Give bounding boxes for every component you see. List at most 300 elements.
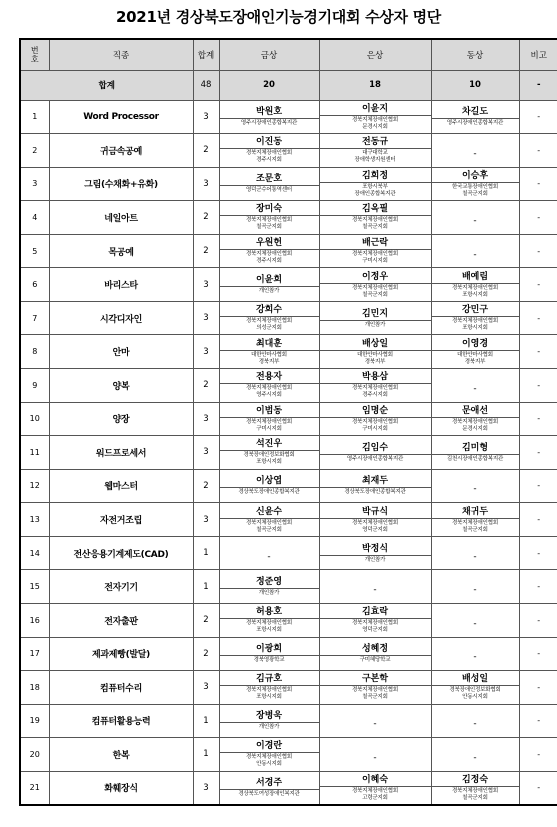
gold-winner-name: 장미숙 bbox=[220, 203, 319, 216]
affiliation-line: 경북지부 bbox=[464, 358, 486, 365]
event-name: 전자출판 bbox=[49, 603, 193, 637]
affiliation-line: 경북지체장애인협회 bbox=[351, 519, 399, 526]
affiliation-line: 경북지체장애인협회 bbox=[451, 318, 499, 325]
empty-mark: - bbox=[373, 752, 377, 763]
bronze-winner-name: 이승후 bbox=[432, 170, 519, 183]
bronze-winner-affiliation bbox=[432, 519, 519, 534]
table-row bbox=[20, 301, 557, 335]
bronze-award-cell bbox=[431, 503, 519, 537]
event-name: Word Processor bbox=[49, 100, 193, 134]
award-count: 3 bbox=[193, 167, 219, 201]
bronze-winner-affiliation bbox=[432, 284, 519, 299]
award-count: 2 bbox=[193, 603, 219, 637]
bronze-award-cell bbox=[431, 738, 519, 772]
bronze-winner-name: 채귀두 bbox=[432, 506, 519, 519]
empty-mark: - bbox=[473, 383, 477, 394]
silver-award-cell bbox=[319, 301, 431, 335]
silver-winner-affiliation bbox=[320, 455, 431, 463]
affiliation-line: 영주시장애인종합복지관 bbox=[446, 120, 504, 127]
bronze-award-cell bbox=[431, 671, 519, 705]
silver-award-cell bbox=[319, 100, 431, 134]
gold-winner-affiliation bbox=[220, 488, 319, 496]
silver-winner-affiliation bbox=[320, 321, 431, 329]
table-row bbox=[20, 134, 557, 168]
award-count: 2 bbox=[193, 369, 219, 403]
affiliation-line: 경북지체장애인협회 bbox=[245, 519, 293, 526]
gold-winner-name: 이윤희 bbox=[220, 274, 319, 287]
event-name: 귀금속공예 bbox=[49, 134, 193, 168]
note-cell: - bbox=[519, 503, 557, 537]
event-name: 화훼장식 bbox=[49, 771, 193, 805]
bronze-award-cell bbox=[431, 369, 519, 403]
note-cell: - bbox=[519, 771, 557, 805]
event-name: 양장 bbox=[49, 402, 193, 436]
affiliation-line: 경상북도여성장애인복지관 bbox=[238, 791, 300, 798]
silver-winner-affiliation bbox=[320, 250, 431, 265]
event-name: 그림(수채화+유화) bbox=[49, 167, 193, 201]
gold-award-cell bbox=[219, 503, 319, 537]
silver-winner-name: 이윤지 bbox=[320, 103, 431, 116]
silver-winner-name: 김옥필 bbox=[320, 203, 431, 216]
empty-mark: - bbox=[473, 752, 477, 763]
affiliation-line: 경북지체장애인협회 bbox=[351, 217, 399, 224]
affiliation-line: 경북영광학교 bbox=[253, 657, 285, 664]
gold-winner-name: 이진동 bbox=[220, 136, 319, 149]
note-cell: - bbox=[519, 100, 557, 134]
affiliation-line: 개인참가 bbox=[364, 556, 386, 563]
affiliation-line: 경북지체장애인협회 bbox=[351, 284, 399, 291]
gold-award-cell bbox=[219, 335, 319, 369]
totals-label: 합계 bbox=[20, 70, 193, 100]
affiliation-line: 대한안마사협회 bbox=[457, 351, 493, 358]
gold-winner-affiliation bbox=[220, 317, 319, 332]
gold-award-cell bbox=[219, 268, 319, 302]
affiliation-line: 경북지체장애인협회 bbox=[245, 754, 293, 761]
award-count: 2 bbox=[193, 469, 219, 503]
silver-award-cell bbox=[319, 704, 431, 738]
event-name: 전산응용기계제도(CAD) bbox=[49, 536, 193, 570]
bronze-award-cell bbox=[431, 536, 519, 570]
bronze-award-cell bbox=[431, 771, 519, 805]
table-row bbox=[20, 100, 557, 134]
gold-winner-name: 이범동 bbox=[220, 405, 319, 418]
affiliation-line: 경주시지회 bbox=[256, 258, 282, 265]
empty-mark: - bbox=[373, 585, 377, 596]
silver-winner-name: 김희정 bbox=[320, 170, 431, 183]
note-cell: - bbox=[519, 637, 557, 671]
table-row bbox=[20, 704, 557, 738]
table-row bbox=[20, 671, 557, 705]
gold-winner-affiliation bbox=[220, 186, 319, 194]
affiliation-line: 칠곡군지회 bbox=[256, 224, 282, 231]
gold-winner-name: 허용호 bbox=[220, 606, 319, 619]
gold-winner-affiliation bbox=[220, 723, 319, 731]
row-number: 5 bbox=[20, 234, 49, 268]
bronze-winner-name: 강민구 bbox=[432, 304, 519, 317]
header-no bbox=[20, 39, 49, 70]
affiliation-line: 경북지체장애인협회 bbox=[451, 787, 499, 794]
note-cell: - bbox=[519, 536, 557, 570]
silver-winner-affiliation bbox=[320, 787, 431, 802]
gold-winner-affiliation bbox=[220, 686, 319, 701]
silver-award-cell bbox=[319, 469, 431, 503]
silver-award-cell bbox=[319, 234, 431, 268]
silver-winner-name: 임명순 bbox=[320, 405, 431, 418]
affiliation-line: 장애학생지원센터 bbox=[354, 157, 396, 164]
silver-winner-affiliation bbox=[320, 149, 431, 164]
affiliation-line: 문경시지회 bbox=[362, 123, 388, 130]
table-row bbox=[20, 603, 557, 637]
note-cell: - bbox=[519, 268, 557, 302]
event-name: 컴퓨터활용능력 bbox=[49, 704, 193, 738]
affiliation-line: 경북지부 bbox=[364, 358, 386, 365]
empty-mark: - bbox=[473, 618, 477, 629]
table-row bbox=[20, 268, 557, 302]
silver-award-cell bbox=[319, 536, 431, 570]
table-row bbox=[20, 167, 557, 201]
affiliation-line: 한국교통장애인협회 bbox=[451, 183, 499, 190]
row-number: 10 bbox=[20, 402, 49, 436]
affiliation-line: 칠곡군지회 bbox=[462, 526, 488, 533]
silver-winner-affiliation bbox=[320, 284, 431, 299]
silver-winner-affiliation bbox=[320, 116, 431, 131]
silver-winner-name: 김민지 bbox=[320, 308, 431, 321]
silver-winner-affiliation bbox=[320, 619, 431, 634]
gold-winner-affiliation bbox=[220, 149, 319, 164]
award-count: 3 bbox=[193, 436, 219, 470]
table-row bbox=[20, 771, 557, 805]
empty-mark: - bbox=[473, 484, 477, 495]
event-name: 한복 bbox=[49, 738, 193, 772]
empty-mark: - bbox=[473, 249, 477, 260]
silver-award-cell bbox=[319, 503, 431, 537]
affiliation-line: 경주시지회 bbox=[256, 157, 282, 164]
award-count: 3 bbox=[193, 503, 219, 537]
totals-bronze: 10 bbox=[431, 70, 519, 100]
table-row bbox=[20, 369, 557, 403]
silver-award-cell bbox=[319, 167, 431, 201]
header-no-bottom: 호 bbox=[30, 54, 39, 64]
award-count: 3 bbox=[193, 268, 219, 302]
silver-winner-affiliation bbox=[320, 656, 431, 664]
row-number: 16 bbox=[20, 603, 49, 637]
bronze-winner-name: 김정숙 bbox=[432, 774, 519, 787]
event-name: 양복 bbox=[49, 369, 193, 403]
totals-silver: 18 bbox=[319, 70, 431, 100]
event-name: 워드프로세서 bbox=[49, 436, 193, 470]
bronze-award-cell bbox=[431, 234, 519, 268]
row-number: 11 bbox=[20, 436, 49, 470]
affiliation-line: 개인참가 bbox=[258, 590, 280, 597]
affiliation-line: 경상북도장애인종합복지관 bbox=[344, 489, 406, 496]
gold-award-cell bbox=[219, 100, 319, 134]
gold-award-cell bbox=[219, 570, 319, 604]
silver-award-cell bbox=[319, 570, 431, 604]
bronze-winner-affiliation bbox=[432, 418, 519, 433]
event-name: 웹마스터 bbox=[49, 469, 193, 503]
awards-table bbox=[19, 38, 557, 806]
bronze-award-cell bbox=[431, 603, 519, 637]
header-row bbox=[20, 39, 557, 70]
gold-award-cell bbox=[219, 369, 319, 403]
bronze-winner-name: 문애선 bbox=[432, 405, 519, 418]
silver-winner-affiliation bbox=[320, 556, 431, 564]
affiliation-line: 개인참가 bbox=[258, 724, 280, 731]
empty-mark: - bbox=[473, 551, 477, 562]
gold-winner-name: 서경주 bbox=[220, 777, 319, 790]
gold-award-cell bbox=[219, 603, 319, 637]
affiliation-line: 포항시지회 bbox=[256, 627, 282, 634]
gold-winner-affiliation bbox=[220, 216, 319, 231]
affiliation-line: 구미시지회 bbox=[362, 425, 388, 432]
affiliation-line: 경북지체장애인협회 bbox=[245, 620, 293, 627]
affiliation-line: 경북지체장애인협회 bbox=[451, 284, 499, 291]
note-cell: - bbox=[519, 436, 557, 470]
award-count: 3 bbox=[193, 100, 219, 134]
header-event: 직종 bbox=[49, 39, 193, 70]
header-silver: 은상 bbox=[319, 39, 431, 70]
award-count: 1 bbox=[193, 738, 219, 772]
silver-award-cell bbox=[319, 335, 431, 369]
event-name: 제과제빵(발달) bbox=[49, 637, 193, 671]
bronze-award-cell bbox=[431, 100, 519, 134]
totals-count: 48 bbox=[193, 70, 219, 100]
header-no-top: 번 bbox=[30, 45, 39, 55]
bronze-award-cell bbox=[431, 704, 519, 738]
gold-winner-name: 전용자 bbox=[220, 371, 319, 384]
row-number: 20 bbox=[20, 738, 49, 772]
award-count: 3 bbox=[193, 335, 219, 369]
silver-winner-name: 김효락 bbox=[320, 606, 431, 619]
affiliation-line: 경북지체장애인협회 bbox=[245, 687, 293, 694]
row-number: 19 bbox=[20, 704, 49, 738]
affiliation-line: 포항시북부 bbox=[362, 183, 388, 190]
gold-winner-affiliation bbox=[220, 519, 319, 534]
empty-mark: - bbox=[473, 215, 477, 226]
row-number: 13 bbox=[20, 503, 49, 537]
affiliation-line: 칠곡군지회 bbox=[462, 190, 488, 197]
silver-award-cell bbox=[319, 738, 431, 772]
gold-award-cell bbox=[219, 201, 319, 235]
gold-winner-affiliation bbox=[220, 287, 319, 295]
gold-award-cell bbox=[219, 536, 319, 570]
header-gold: 금상 bbox=[219, 39, 319, 70]
affiliation-line: 칠곡군지회 bbox=[256, 526, 282, 533]
bronze-winner-affiliation bbox=[432, 183, 519, 198]
bronze-winner-affiliation bbox=[432, 455, 519, 463]
gold-winner-name: 조문호 bbox=[220, 173, 319, 186]
affiliation-line: 경상북도장애인종합복지관 bbox=[238, 489, 300, 496]
affiliation-line: 경북지체장애인협회 bbox=[351, 385, 399, 392]
award-count: 2 bbox=[193, 201, 219, 235]
gold-award-cell bbox=[219, 167, 319, 201]
row-number: 17 bbox=[20, 637, 49, 671]
table-row bbox=[20, 436, 557, 470]
empty-mark: - bbox=[473, 719, 477, 730]
silver-award-cell bbox=[319, 771, 431, 805]
bronze-winner-affiliation bbox=[432, 686, 519, 701]
note-cell: - bbox=[519, 603, 557, 637]
row-number: 18 bbox=[20, 671, 49, 705]
note-cell: - bbox=[519, 167, 557, 201]
silver-winner-name: 이정우 bbox=[320, 271, 431, 284]
affiliation-line: 경북지체장애인협회 bbox=[351, 787, 399, 794]
affiliation-line: 구미혜당학교 bbox=[359, 657, 391, 664]
award-count: 2 bbox=[193, 637, 219, 671]
bronze-winner-name: 배예림 bbox=[432, 271, 519, 284]
gold-winner-affiliation bbox=[220, 619, 319, 634]
affiliation-line: 영덕군지회 bbox=[362, 526, 388, 533]
bronze-winner-name: 이영경 bbox=[432, 338, 519, 351]
gold-winner-affiliation bbox=[220, 119, 319, 127]
event-name: 전자기기 bbox=[49, 570, 193, 604]
table-row bbox=[20, 469, 557, 503]
affiliation-line: 칠곡군지회 bbox=[362, 291, 388, 298]
row-number: 3 bbox=[20, 167, 49, 201]
table-row bbox=[20, 234, 557, 268]
silver-winner-name: 최재두 bbox=[320, 475, 431, 488]
table-row bbox=[20, 738, 557, 772]
row-number: 6 bbox=[20, 268, 49, 302]
gold-winner-affiliation bbox=[220, 589, 319, 597]
silver-award-cell bbox=[319, 201, 431, 235]
silver-award-cell bbox=[319, 436, 431, 470]
table-row bbox=[20, 201, 557, 235]
bronze-winner-name: 차길도 bbox=[432, 106, 519, 119]
empty-mark: - bbox=[373, 719, 377, 730]
row-number: 9 bbox=[20, 369, 49, 403]
silver-winner-affiliation bbox=[320, 418, 431, 433]
affiliation-line: 경북지체장애인협회 bbox=[245, 217, 293, 224]
silver-winner-affiliation bbox=[320, 351, 431, 366]
affiliation-line: 포항시지회 bbox=[462, 325, 488, 332]
affiliation-line: 칠곡군지회 bbox=[362, 694, 388, 701]
affiliation-line: 경북지체장애인협회 bbox=[451, 519, 499, 526]
award-count: 1 bbox=[193, 536, 219, 570]
affiliation-line: 장애인종합복지관 bbox=[354, 190, 396, 197]
page-title: 2021년 경상북도장애인기능경기대회 수상자 명단 bbox=[116, 8, 441, 26]
gold-winner-name: 최대훈 bbox=[220, 338, 319, 351]
bronze-award-cell bbox=[431, 301, 519, 335]
bronze-award-cell bbox=[431, 201, 519, 235]
gold-winner-name: 이상엽 bbox=[220, 475, 319, 488]
gold-winner-name: 신윤수 bbox=[220, 506, 319, 519]
table-row bbox=[20, 570, 557, 604]
affiliation-line: 영주시장애인종합복지관 bbox=[240, 120, 298, 127]
gold-award-cell bbox=[219, 469, 319, 503]
bronze-winner-affiliation bbox=[432, 317, 519, 332]
totals-row bbox=[20, 70, 557, 100]
affiliation-line: 고령군지회 bbox=[362, 794, 388, 801]
note-cell: - bbox=[519, 671, 557, 705]
affiliation-line: 안동시지회 bbox=[462, 694, 488, 701]
affiliation-line: 경북지체장애인협회 bbox=[245, 150, 293, 157]
affiliation-line: 대구대학교 bbox=[362, 150, 388, 157]
bronze-winner-affiliation bbox=[432, 787, 519, 802]
affiliation-line: 경북지체장애인협회 bbox=[351, 620, 399, 627]
note-cell: - bbox=[519, 704, 557, 738]
affiliation-line: 영덕군지회 bbox=[362, 627, 388, 634]
affiliation-line: 경북지체장애인협회 bbox=[351, 251, 399, 258]
bronze-award-cell bbox=[431, 335, 519, 369]
empty-mark: - bbox=[473, 585, 477, 596]
gold-winner-affiliation bbox=[220, 250, 319, 265]
silver-award-cell bbox=[319, 603, 431, 637]
event-name: 자전거조립 bbox=[49, 503, 193, 537]
gold-winner-name: 장병욱 bbox=[220, 710, 319, 723]
affiliation-line: 경북지체장애인협회 bbox=[351, 687, 399, 694]
gold-award-cell bbox=[219, 771, 319, 805]
affiliation-line: 경북지체장애인협회 bbox=[245, 385, 293, 392]
note-cell: - bbox=[519, 234, 557, 268]
affiliation-line: 포항시지회 bbox=[256, 694, 282, 701]
award-count: 1 bbox=[193, 704, 219, 738]
note-cell: - bbox=[519, 201, 557, 235]
award-count: 3 bbox=[193, 301, 219, 335]
event-name: 네일아트 bbox=[49, 201, 193, 235]
row-number: 15 bbox=[20, 570, 49, 604]
affiliation-line: 구미시지회 bbox=[256, 425, 282, 432]
gold-winner-affiliation bbox=[220, 418, 319, 433]
award-count: 1 bbox=[193, 570, 219, 604]
bronze-award-cell bbox=[431, 570, 519, 604]
affiliation-line: 경북지부 bbox=[258, 358, 280, 365]
affiliation-line: 경북지체장애인협회 bbox=[245, 318, 293, 325]
gold-winner-name: 김규호 bbox=[220, 673, 319, 686]
table-row bbox=[20, 335, 557, 369]
affiliation-line: 포항시지회 bbox=[256, 459, 282, 466]
header-bronze: 동상 bbox=[431, 39, 519, 70]
event-name: 안마 bbox=[49, 335, 193, 369]
silver-award-cell bbox=[319, 402, 431, 436]
silver-award-cell bbox=[319, 268, 431, 302]
empty-mark: - bbox=[267, 551, 271, 562]
silver-winner-affiliation bbox=[320, 183, 431, 198]
bronze-award-cell bbox=[431, 436, 519, 470]
silver-winner-affiliation bbox=[320, 216, 431, 231]
gold-award-cell bbox=[219, 436, 319, 470]
gold-award-cell bbox=[219, 301, 319, 335]
affiliation-line: 경북지체장애인협회 bbox=[451, 418, 499, 425]
affiliation-line: 김천시장애인종합복지관 bbox=[446, 455, 504, 462]
note-cell: - bbox=[519, 738, 557, 772]
gold-winner-name: 이광희 bbox=[220, 643, 319, 656]
affiliation-line: 영덕군수어통역센터 bbox=[245, 187, 293, 194]
gold-award-cell bbox=[219, 134, 319, 168]
table-row bbox=[20, 637, 557, 671]
note-cell: - bbox=[519, 469, 557, 503]
affiliation-line: 경주시지회 bbox=[362, 392, 388, 399]
silver-winner-affiliation bbox=[320, 686, 431, 701]
table-row bbox=[20, 402, 557, 436]
bronze-award-cell bbox=[431, 469, 519, 503]
bronze-award-cell bbox=[431, 167, 519, 201]
affiliation-line: 개인참가 bbox=[258, 288, 280, 295]
bronze-award-cell bbox=[431, 134, 519, 168]
gold-winner-name: 정준영 bbox=[220, 576, 319, 589]
bronze-award-cell bbox=[431, 637, 519, 671]
gold-winner-name: 박원호 bbox=[220, 106, 319, 119]
silver-winner-affiliation bbox=[320, 488, 431, 496]
bronze-winner-affiliation bbox=[432, 351, 519, 366]
bronze-winner-name: 배성일 bbox=[432, 673, 519, 686]
row-number: 12 bbox=[20, 469, 49, 503]
event-name: 컴퓨터수리 bbox=[49, 671, 193, 705]
silver-winner-name: 이혜숙 bbox=[320, 774, 431, 787]
gold-winner-name: 석진우 bbox=[220, 438, 319, 451]
gold-award-cell bbox=[219, 704, 319, 738]
affiliation-line: 경북지체장애인협회 bbox=[245, 251, 293, 258]
